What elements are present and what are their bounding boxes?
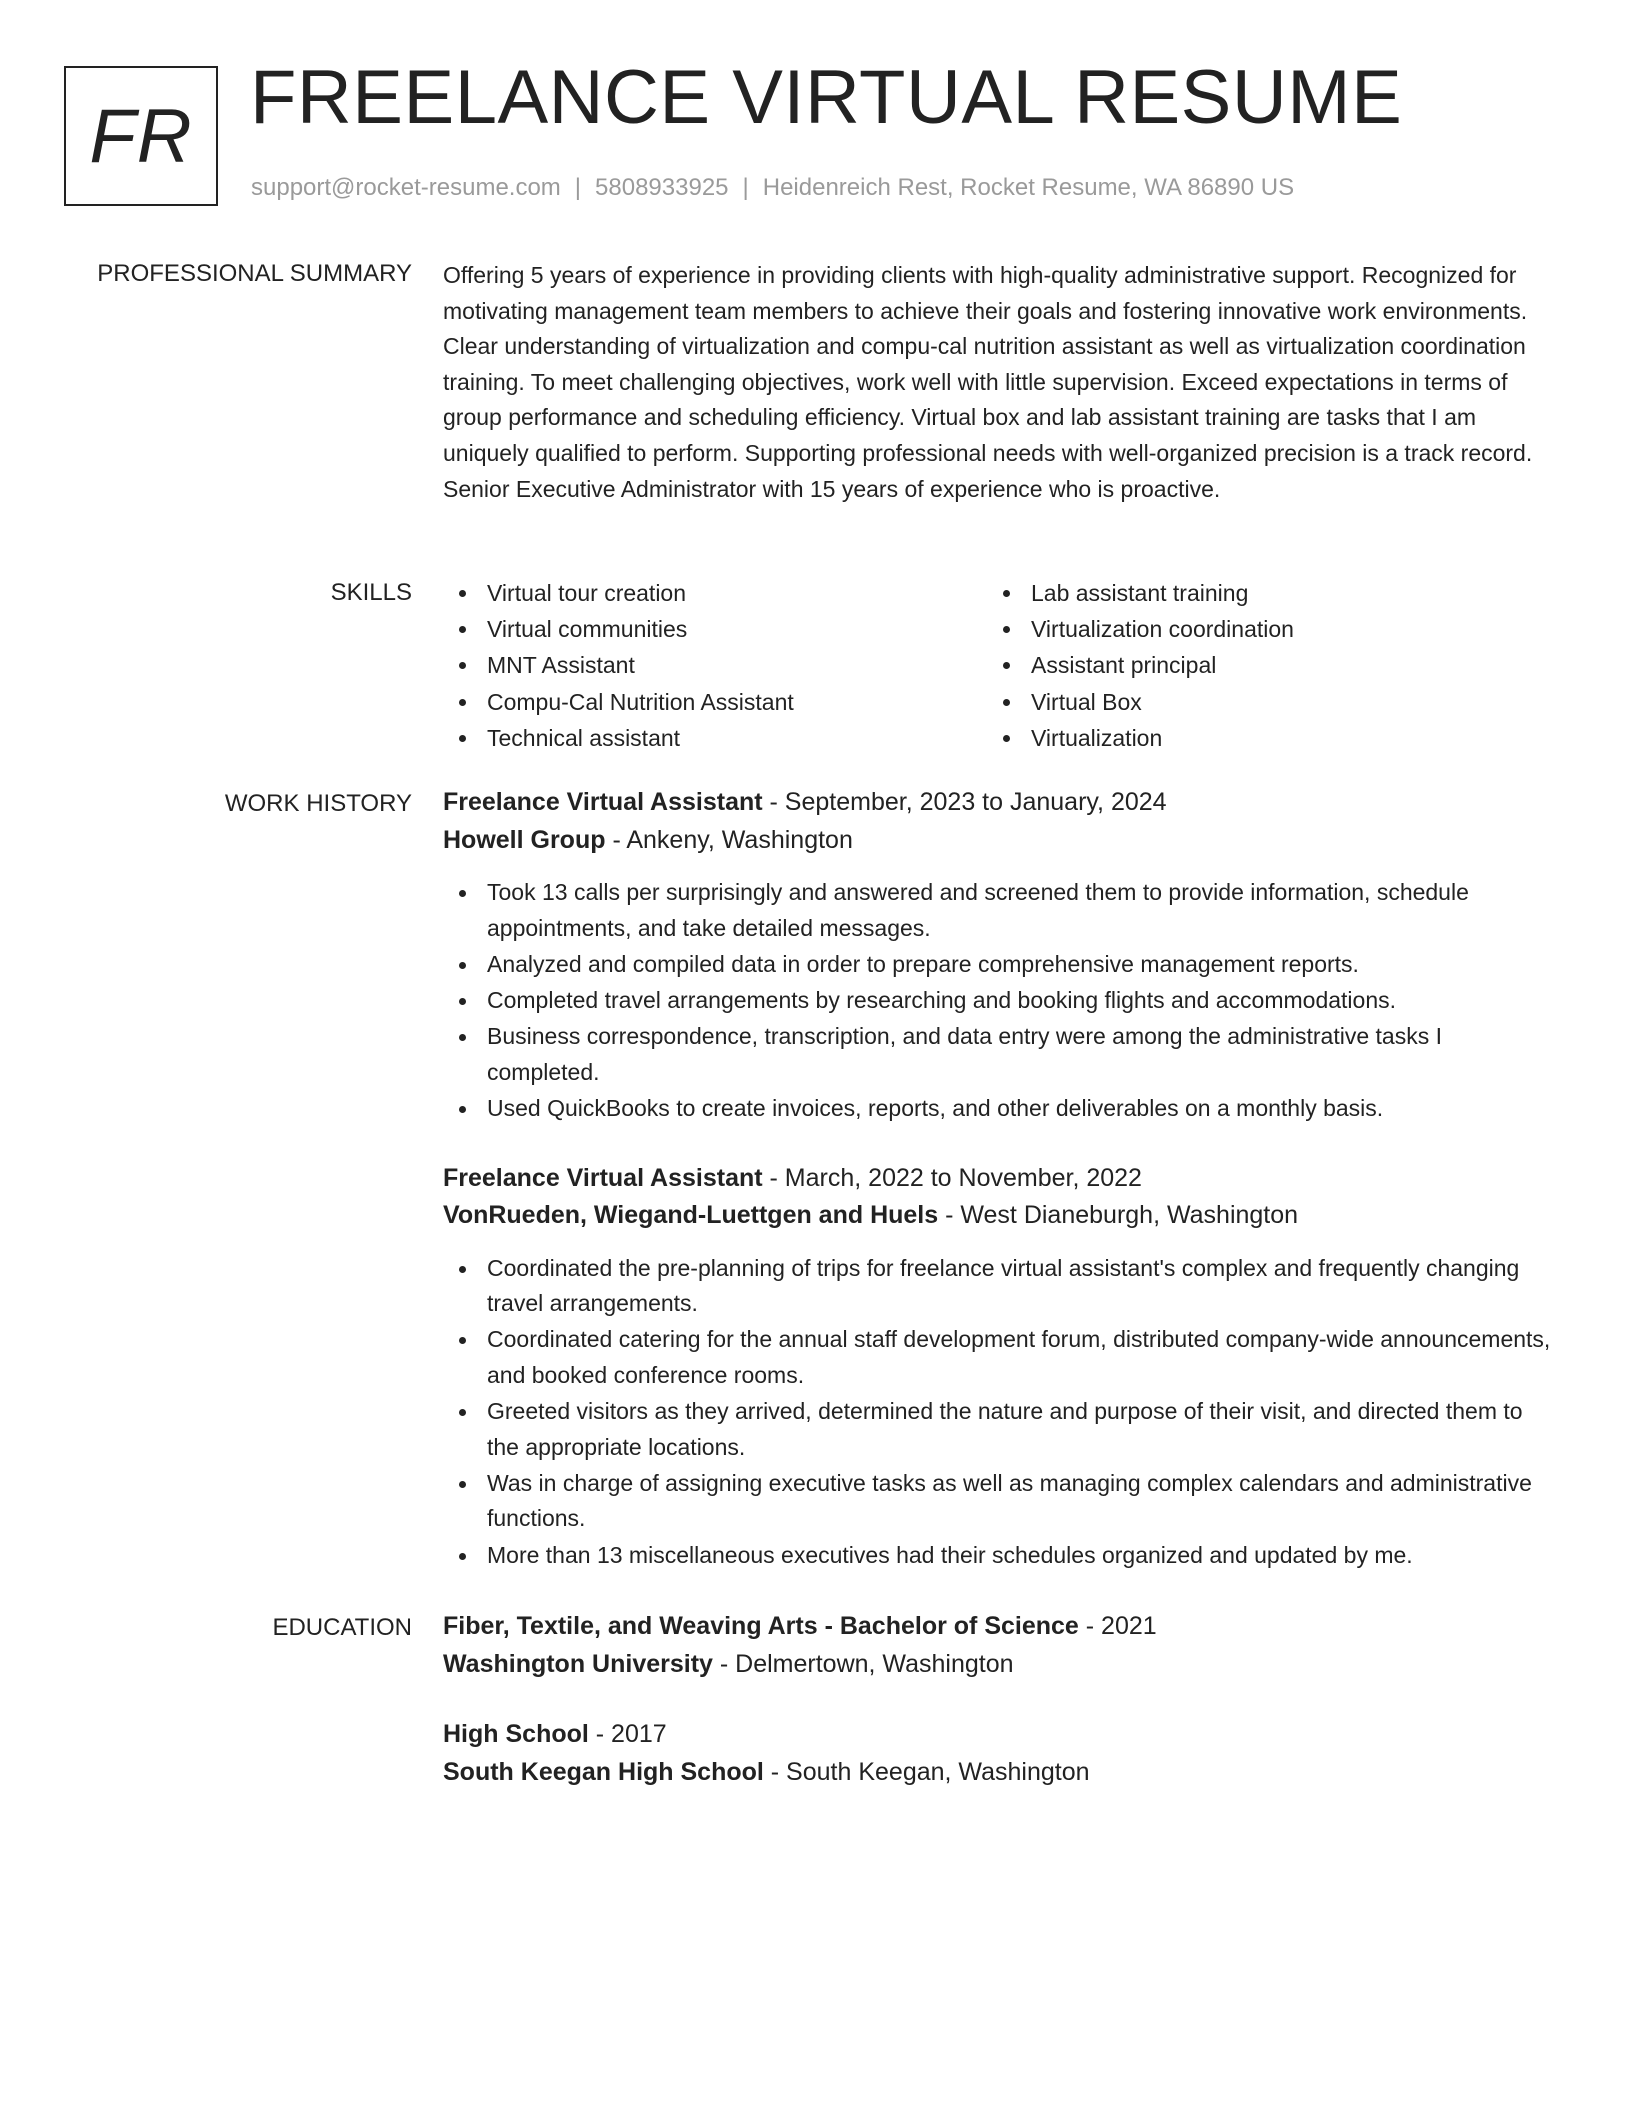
skill-item: Compu-Cal Nutrition Assistant	[443, 684, 987, 720]
skill-item: Virtual tour creation	[443, 575, 987, 611]
section-label-education: EDUCATION	[272, 1614, 412, 1641]
job-org-line	[443, 1197, 1553, 1235]
education-school-line	[443, 1646, 1553, 1684]
education-degree-line	[443, 1608, 1553, 1646]
skills-columns	[443, 575, 1553, 756]
skills-column-right	[987, 575, 1531, 756]
section-label-work: WORK HISTORY	[224, 790, 412, 817]
education-school: Washington University	[443, 1649, 713, 1678]
education-location: - Delmertown, Washington	[712, 1649, 1014, 1678]
skill-item: Technical assistant	[443, 720, 987, 756]
contact-separator: |	[574, 174, 582, 201]
job-title-line	[443, 784, 1553, 822]
monogram-logo: FR	[64, 66, 218, 206]
resume-title: FREELANCE VIRTUAL RESUME	[250, 55, 1403, 140]
job-dates: - March, 2022 to November, 2022	[762, 1163, 1142, 1192]
section-label-summary: PROFESSIONAL SUMMARY	[97, 260, 412, 287]
education-school: South Keegan High School	[443, 1757, 764, 1786]
job-bullet: Completed travel arrangements by researching and booking flights and accommodations.	[443, 983, 1553, 1019]
education-entry	[443, 1716, 1553, 1791]
skill-item: Virtual Box	[987, 684, 1531, 720]
skill-item: Lab assistant training	[987, 575, 1531, 611]
job-location: - West Dianeburgh, Washington	[938, 1201, 1299, 1230]
job-bullet: Took 13 calls per surprisingly and answered and screened them to provide information, schedule appointments, and take detailed messages.	[443, 875, 1553, 946]
skill-item: Virtual communities	[443, 611, 987, 647]
address-text: Heidenreich Rest, Rocket Resume, WA 86890 US	[762, 174, 1295, 201]
job-bullet: More than 13 miscellaneous executives had their schedules organized and updated by me.	[443, 1538, 1553, 1574]
job-bullet: Business correspondence, transcription, and data entry were among the administrative tasks I completed.	[443, 1019, 1553, 1090]
job-bullet: Used QuickBooks to create invoices, reports, and other deliverables on a monthly basis.	[443, 1091, 1553, 1127]
skill-item: Virtualization	[987, 720, 1531, 756]
education-entry	[443, 1608, 1553, 1683]
education-location: - South Keegan, Washington	[763, 1757, 1090, 1786]
job-title: Freelance Virtual Assistant	[443, 788, 763, 816]
work-history-body	[443, 784, 1553, 1606]
job-bullet: Was in charge of assigning executive tasks as well as managing complex calendars and administrative functions.	[443, 1466, 1553, 1537]
job-entry	[443, 784, 1553, 1127]
skills-body	[443, 575, 1553, 756]
education-degree-line	[443, 1716, 1553, 1754]
job-bullet: Analyzed and compiled data in order to prepare comprehensive management reports.	[443, 947, 1553, 983]
email-text: support@rocket-resume.com	[251, 174, 561, 201]
job-title-line	[443, 1160, 1553, 1198]
job-dates: - September, 2023 to January, 2024	[762, 788, 1167, 816]
job-org-line	[443, 822, 1553, 860]
phone-text: 5808933925	[595, 174, 729, 201]
skill-item: MNT Assistant	[443, 647, 987, 683]
education-school-line	[443, 1754, 1553, 1792]
education-degree: High School	[443, 1720, 589, 1748]
job-bullet: Coordinated catering for the annual staff development forum, distributed company-wide announcements, and booked conference rooms.	[443, 1322, 1553, 1393]
job-company: Howell Group	[443, 825, 606, 854]
job-location: - Ankeny, Washington	[605, 825, 853, 854]
summary-body	[443, 258, 1553, 507]
education-body	[443, 1608, 1553, 1824]
job-bullets	[443, 875, 1553, 1127]
job-title: Freelance Virtual Assistant	[443, 1163, 763, 1192]
contact-line	[251, 174, 1294, 202]
section-label-skills: SKILLS	[330, 579, 412, 606]
summary-text: Offering 5 years of experience in providing clients with high-quality administrative support. Recognized for motivating management team members to achieve their goals and fostering innovative work environments. Clear understanding of virtualization and compu-cal nutrition assistant as well as virtualization coordination training. To meet challenging objectives, work well with little supervision. Exceed expectations in terms of group performance and scheduling efficiency. Virtual box and lab assistant training are tasks that I am uniquely qualified to perform. Supporting professional needs with well-organized precision is a track record. Senior Executive Administrator with 15 years of experience who is proactive.	[443, 262, 1533, 502]
education-year: - 2017	[588, 1720, 667, 1748]
job-bullet: Coordinated the pre-planning of trips for freelance virtual assistant's complex and frequently changing travel arrangements.	[443, 1251, 1553, 1322]
skill-item: Assistant principal	[987, 647, 1531, 683]
job-bullets	[443, 1251, 1553, 1574]
job-company: VonRueden, Wiegand-Luettgen and Huels	[443, 1201, 939, 1230]
skills-column-left	[443, 575, 987, 756]
job-bullet: Greeted visitors as they arrived, determined the nature and purpose of their visit, and directed them to the appropriate locations.	[443, 1394, 1553, 1465]
education-year: - 2021	[1078, 1612, 1157, 1640]
skill-item: Virtualization coordination	[987, 611, 1531, 647]
education-degree: Fiber, Textile, and Weaving Arts - Bachelor of Science	[443, 1612, 1079, 1640]
contact-separator: |	[742, 174, 749, 201]
job-entry	[443, 1160, 1553, 1574]
